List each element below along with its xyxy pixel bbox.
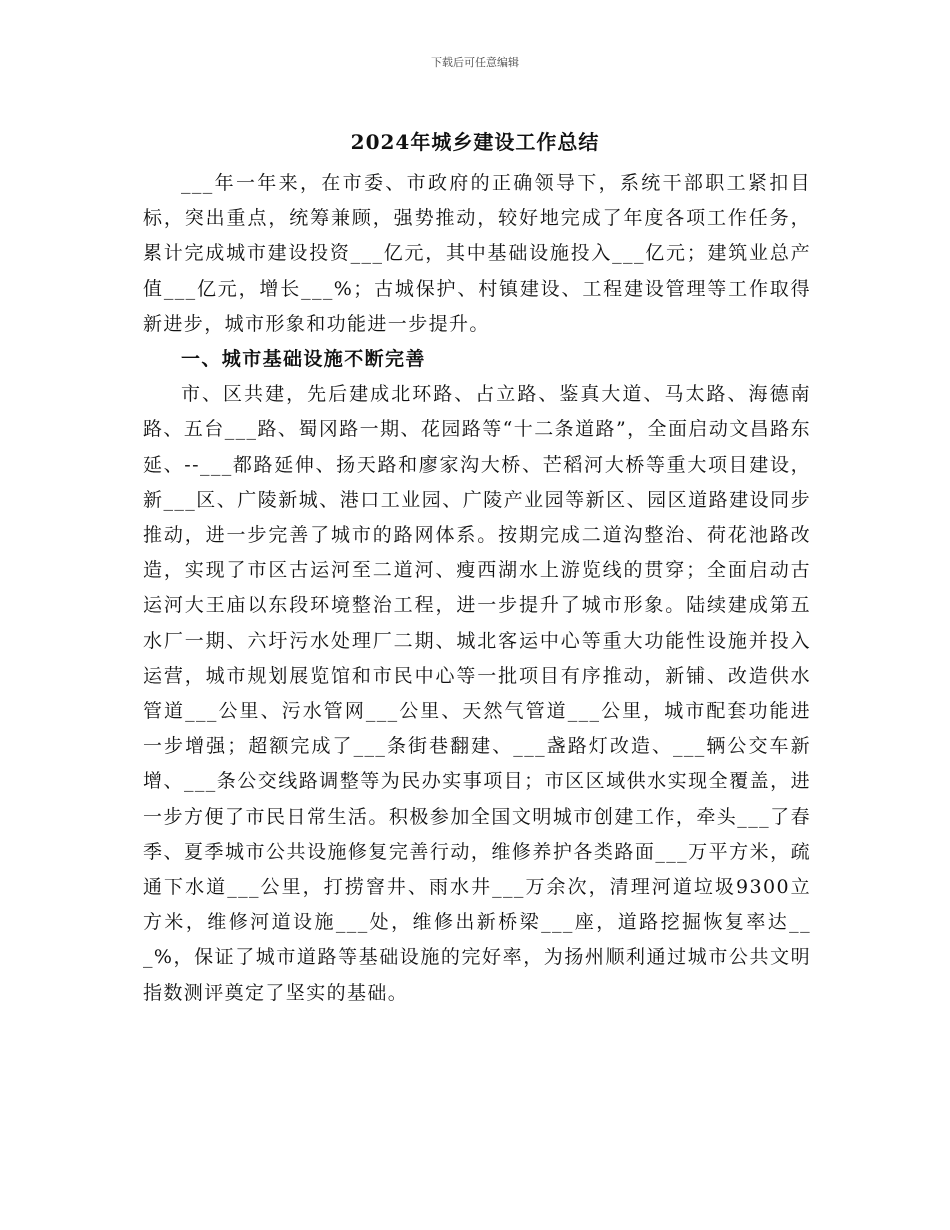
- section-heading-1: 一、城市基础设施不断完善: [181, 348, 426, 371]
- section-1-paragraph: 市、区共建，先后建成北环路、占立路、鉴真大道、马太路、海德南路、五台___路、蜀冈路一期、花园路等“十二条道路”，全面启动文昌路东延、--___都路延伸、扬天路和廖家沟大桥、芒稻河大桥等重大项目建设，新___区、广陵新城、港口工业园、广陵产业园等新区、园区道路建设同步推动，进一步完善了城市的路网体系。按期完成二道沟整治、荷花池路改造，实现了市区古运河至二道河、瘦西湖水上游览线的贯穿；全面启动古运河大王庙以东段环境整治工程，进一步提升了城市形象。陆续建成第五水厂一期、六圩污水处理厂二期、城北客运中心等重大功能性设施并投入运营，城市规划展览馆和市民中心等一批项目有序推动，新铺、改造供水管道___公里、污水管网___公里、天然气管道___公里，城市配套功能进一步增强；超额完成了___条街巷翻建、___盏路灯改造、___辆公交车新增、___条公交线路调整等为民办实事项目；市区区域供水实现全覆盖，进一步方便了市民日常生活。积极参加全国文明城市创建工作，牵头___了春季、夏季城市公共设施修复完善行动，维修养护各类路面___万平方米，疏通下水道___公里，打捞窨井、雨水井___万余次，清理河道垃圾9300立方米，维修河道设施___处，维修出新桥梁___座，道路挖掘恢复率达___%，保证了城市道路等基础设施的完好率，为扬州顺利通过城市公共文明指数测评奠定了坚实的基础。: [143, 383, 811, 1004]
- page-header-note: 下载后可任意编辑: [431, 56, 519, 69]
- document-body: [143, 166, 811, 1011]
- intro-paragraph: ___年一年来，在市委、市政府的正确领导下，系统干部职工紧扣目标，突出重点，统筹兼顾，强势推动，较好地完成了年度各项工作任务，累计完成城市建设投资___亿元，其中基础设施投入___亿元；建筑业总产值___亿元，增长___%；古城保护、村镇建设、工程建设管理等工作取得新进步，城市形象和功能进一步提升。: [143, 172, 811, 335]
- document-title: 2024年城乡建设工作总结: [350, 130, 600, 154]
